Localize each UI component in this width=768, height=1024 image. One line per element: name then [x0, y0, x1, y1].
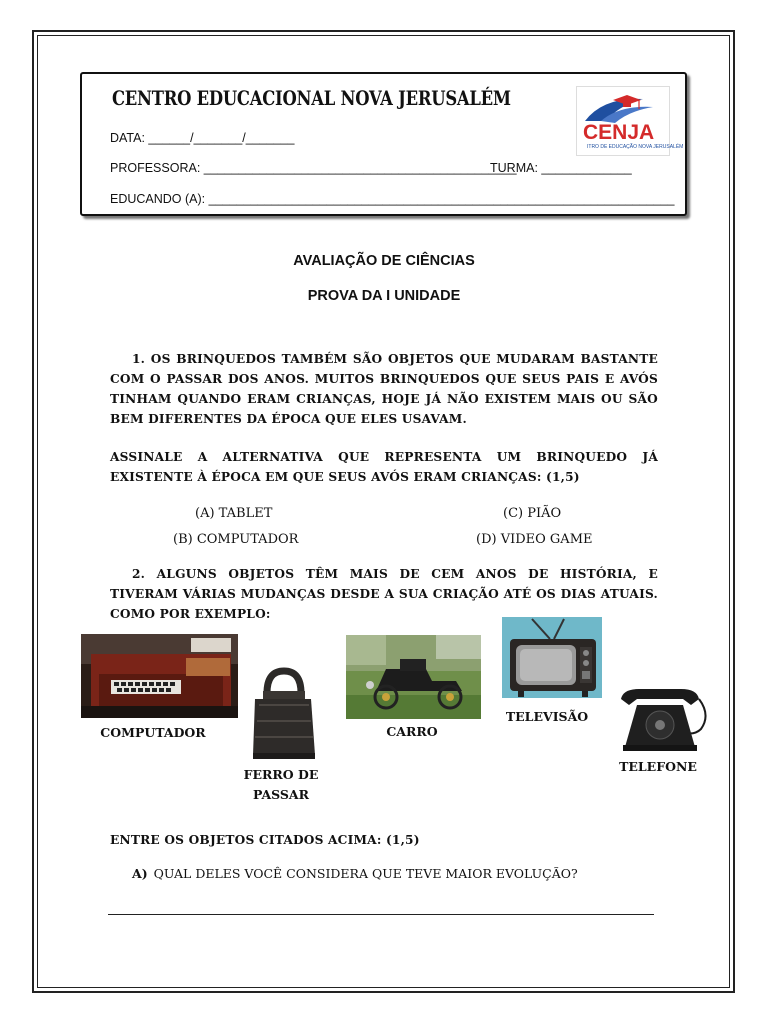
- header-box: [80, 72, 687, 216]
- exam-title: AVALIAÇÃO DE CIÊNCIAS: [293, 253, 475, 269]
- question-2a-text: QUAL DELES VOCÊ CONSIDERA QUE TEVE MAIOR EVOLUÇÃO?: [153, 866, 578, 881]
- car-image: [346, 635, 481, 719]
- exam-subtitle: PROVA DA I UNIDADE: [307, 288, 461, 304]
- logo-text: CENJA: [583, 121, 655, 144]
- question-2a-label: A): [132, 866, 148, 881]
- date-field: DATA: ______/_______/_______: [110, 131, 295, 145]
- caption-telephone: TELEFONE: [619, 759, 697, 774]
- television-image: [502, 617, 602, 698]
- option-d[interactable]: (D) VIDEO GAME: [476, 532, 593, 547]
- telephone-image: [615, 685, 709, 755]
- caption-television: TELEVISÃO: [505, 709, 589, 724]
- question-2-follow-up: ENTRE OS OBJETOS CITADOS ACIMA: (1,5): [110, 833, 420, 847]
- school-logo: [576, 86, 684, 156]
- caption-iron-line2: PASSAR: [252, 787, 310, 802]
- option-c[interactable]: (C) PIÃO: [503, 506, 562, 521]
- question-2-text: 2. ALGUNS OBJETOS TÊM MAIS DE CEM ANOS DE HISTÓRIA, E TIVERAM VÁRIAS MUDANÇAS DESDE A SUA CRIAÇÃO ATÉ OS DIAS ATUAIS. COMO POR EXEMPLO:: [110, 567, 658, 621]
- student-field: EDUCANDO (A): ___________________________________________________________________: [110, 192, 675, 206]
- caption-iron: [236, 765, 326, 805]
- school-name: CENTRO EDUCACIONAL NOVA JERUSALÉM: [112, 86, 511, 110]
- option-a[interactable]: (A) TABLET: [195, 506, 273, 521]
- teacher-field: PROFESSORA: _____________________________________________: [110, 161, 517, 175]
- option-b[interactable]: (B) COMPUTADOR: [173, 532, 299, 547]
- question-1-instruction: ASSINALE A ALTERNATIVA QUE REPRESENTA UM BRINQUEDO JÁ EXISTENTE À ÉPOCA EM QUE SEUS AVÓS ERAM CRIANÇAS: (1,5): [110, 450, 658, 484]
- computer-image: [81, 634, 238, 718]
- answer-line[interactable]: [108, 914, 654, 915]
- caption-car: CARRO: [386, 724, 438, 739]
- class-field: TURMA: _____________: [490, 161, 632, 175]
- caption-iron-line1: FERRO DE: [243, 767, 319, 782]
- question-1-text: 1. OS BRINQUEDOS TAMBÉM SÃO OBJETOS QUE MUDARAM BASTANTE COM O PASSAR DOS ANOS. MUITOS BRINQUEDOS QUE SEUS PAIS E AVÓS TINHAM QUANDO ERAM CRIANÇAS, HOJE JÁ NÃO EXISTEM MAIS OU SÃO BEM DIFERENTES DA ÉPOCA QUE ELES USAVAM.: [110, 352, 658, 426]
- question-2a: [132, 866, 578, 881]
- logo-subtitle: ITRO DE EDUCAÇÃO NOVA JERUSALÉM: [587, 144, 684, 150]
- caption-computer: COMPUTADOR: [100, 725, 206, 740]
- iron-image: [249, 665, 319, 763]
